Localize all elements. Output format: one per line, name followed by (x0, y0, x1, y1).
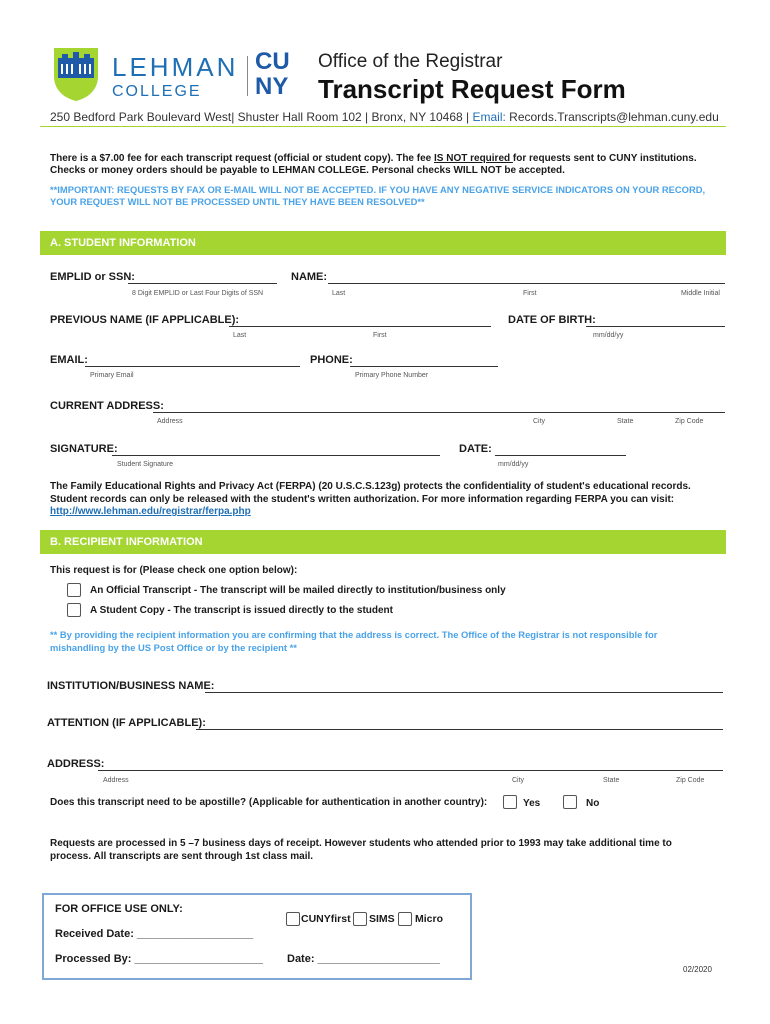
office-name: Office of the Registrar (318, 51, 503, 72)
signature-date-field[interactable] (495, 455, 626, 456)
name-middle-hint: Middle Initial (681, 290, 720, 297)
section-a-title: A. STUDENT INFORMATION (50, 237, 196, 249)
fee-notice (50, 153, 697, 165)
request-prompt: This request is for (Please check one option below): (50, 565, 298, 576)
email-link[interactable]: Records.Transcripts@lehman.cuny.edu (509, 110, 719, 124)
emplid-field[interactable] (128, 283, 277, 284)
apostille-yes-label: Yes (523, 798, 541, 809)
emplid-hint: 8 Digit EMPLID or Last Four Digits of SSN (132, 290, 264, 297)
previous-name-field[interactable] (229, 326, 491, 327)
header-rule (40, 126, 726, 127)
current-address-label: CURRENT ADDRESS: (50, 400, 164, 412)
fee-text-b: for requests sent to CUNY institutions. (512, 153, 697, 164)
email-field[interactable] (85, 366, 300, 367)
dob-label: DATE OF BIRTH: (508, 314, 596, 326)
previous-first-hint: First (373, 332, 387, 339)
important-notice-2: YOUR REQUEST WILL NOT BE PROCESSED UNTIL THEY HAVE BEEN RESOLVED** (50, 196, 425, 207)
cuny-logo-line1: CU (255, 48, 290, 75)
logo-divider (247, 56, 248, 96)
official-transcript-checkbox[interactable] (67, 583, 81, 597)
phone-label: PHONE: (310, 354, 353, 366)
section-b-title: B. RECIPIENT INFORMATION (50, 536, 203, 548)
ferpa-link[interactable]: http://www.lehman.edu/registrar/ferpa.php (50, 506, 251, 517)
form-version: 02/2020 (683, 965, 712, 974)
name-last-hint: Last (332, 290, 346, 297)
dob-hint: mm/dd/yy (593, 332, 624, 339)
phone-hint: Primary Phone Number (355, 372, 429, 379)
office-use-title: FOR OFFICE USE ONLY: (55, 903, 183, 915)
cunyfirst-label: CUNYfirst (301, 913, 351, 925)
dob-field[interactable] (586, 326, 725, 327)
fee-notice-line2: Checks or money orders should be payable to LEHMAN COLLEGE. Personal checks WILL NOT be accepted. (50, 165, 565, 176)
email-field-label: EMAIL: (50, 354, 88, 366)
current-state-hint: State (617, 418, 634, 425)
lehman-shield-icon (52, 46, 100, 102)
sims-label: SIMS (369, 913, 395, 925)
college-sub: COLLEGE (112, 83, 202, 100)
recipient-address-field[interactable] (98, 770, 723, 771)
apostille-yes-checkbox[interactable] (503, 795, 517, 809)
official-transcript-label: An Official Transcript - The transcript will be mailed directly to institution/business only (90, 585, 506, 596)
office-date: Date: ____________________ (287, 953, 440, 965)
recipient-address-label: ADDRESS: (47, 758, 105, 770)
current-address-hint: Address (157, 418, 183, 425)
recipient-city-hint: City (512, 777, 525, 784)
signature-label: SIGNATURE: (50, 443, 118, 455)
recipient-address-hint: Address (103, 777, 129, 784)
student-copy-checkbox[interactable] (67, 603, 81, 617)
section-b-header (40, 530, 726, 554)
micro-label: Micro (415, 913, 444, 925)
micro-checkbox[interactable] (398, 912, 412, 926)
signature-hint: Student Signature (117, 461, 174, 468)
previous-name-label: PREVIOUS NAME (IF APPLICABLE): (50, 314, 240, 326)
important-notice-1: **IMPORTANT: REQUESTS BY FAX OR E-MAIL WILL NOT BE ACCEPTED. IF YOU HAVE ANY NEGATIVE SERVICE INDICATORS ON YOUR RECORD, (50, 184, 706, 195)
processing-note-2: process. All transcripts are sent through 1st class mail. (50, 851, 314, 862)
email-hint: Primary Email (90, 372, 134, 379)
phone-field[interactable] (350, 366, 498, 367)
sims-checkbox[interactable] (353, 912, 367, 926)
lehman-logo (52, 46, 100, 102)
processed-by: Processed By: _____________________ (55, 953, 263, 965)
previous-last-hint: Last (233, 332, 247, 339)
name-field[interactable] (328, 283, 725, 284)
apostille-no-checkbox[interactable] (563, 795, 577, 809)
ferpa-text-1: The Family Educational Rights and Privacy Act (FERPA) (20 U.S.C.S.123g) protects the confidentiality of student's educational records. (50, 481, 691, 492)
student-copy-label: A Student Copy - The transcript is issued directly to the student (90, 605, 393, 616)
processing-note-1: Requests are processed in 5 –7 business days of receipt. However students who attended prior to 1993 may take additional time to (50, 838, 672, 849)
name-label: NAME: (291, 271, 328, 283)
emplid-label: EMPLID or SSN: (50, 271, 135, 283)
signature-field[interactable] (112, 455, 440, 456)
institution-field[interactable] (205, 692, 723, 693)
address-text: 250 Bedford Park Boulevard West| Shuster Hall Room 102 | Bronx, NY 10468 | (50, 110, 470, 124)
recipient-state-hint: State (603, 777, 620, 784)
fee-text-a: There is a $7.00 fee for each transcript request (official or student copy). The fee (50, 153, 434, 164)
email-label: Email: (472, 110, 506, 124)
apostille-no-label: No (586, 798, 600, 809)
page-title: Transcript Request Form (318, 74, 626, 104)
fee-text-underline: IS NOT required (434, 153, 513, 164)
institution-label: INSTITUTION/BUSINESS NAME: (47, 680, 215, 692)
received-date: Received Date: ___________________ (55, 928, 254, 940)
cunyfirst-checkbox[interactable] (286, 912, 300, 926)
recipient-notice-2: mishandling by the US Post Office or by the recipient ** (50, 642, 297, 653)
ferpa-text-2: Student records can only be released with the student's written authorization. For more information regarding FERPA you can visit: (50, 494, 675, 505)
cuny-logo-line2: NY (255, 73, 289, 100)
signature-date-hint: mm/dd/yy (498, 461, 529, 468)
current-zip-hint: Zip Code (675, 418, 704, 425)
name-first-hint: First (523, 290, 537, 297)
recipient-zip-hint: Zip Code (676, 777, 705, 784)
recipient-notice-1: ** By providing the recipient information you are confirming that the address is correct. The Office of the Registrar is not responsible for (50, 629, 658, 640)
college-name: LEHMAN (112, 52, 239, 82)
current-city-hint: City (533, 418, 546, 425)
section-a-header (40, 231, 726, 255)
current-address-field[interactable] (153, 412, 725, 413)
address-line (50, 110, 719, 124)
apostille-question: Does this transcript need to be apostille? (Applicable for authentication in another country): (50, 797, 488, 808)
attention-label: ATTENTION (IF APPLICABLE): (47, 717, 206, 729)
signature-date-label: DATE: (459, 443, 492, 455)
attention-field[interactable] (196, 729, 723, 730)
